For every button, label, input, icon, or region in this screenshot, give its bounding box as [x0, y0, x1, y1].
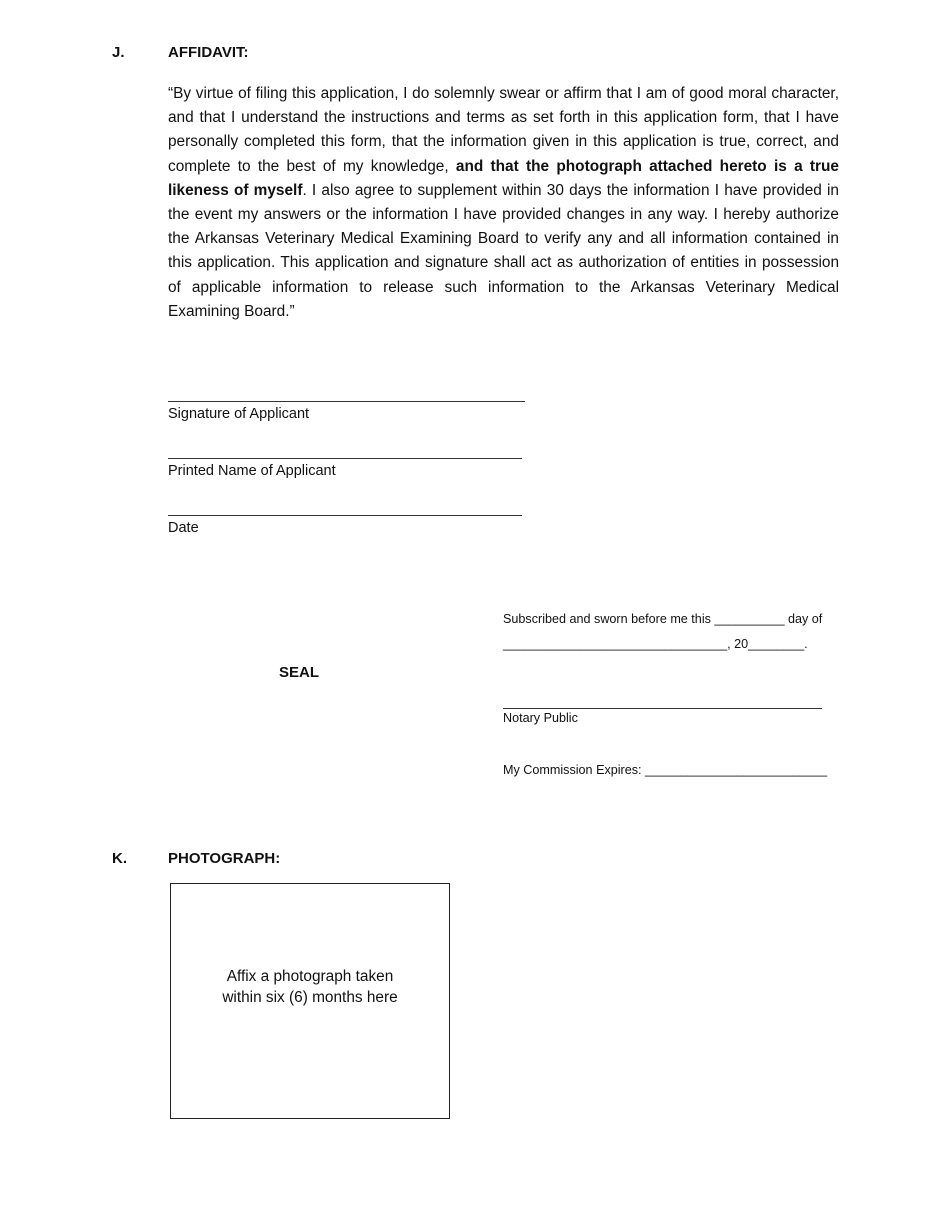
date-label: Date — [168, 520, 199, 536]
commission-expires: My Commission Expires: __________________________ — [503, 763, 828, 777]
affidavit-text-part1: “By virtue of filing this application, I do solemnly swear or affirm that I am of good moral character, and that I understand the instructions and terms as set forth in this application form, that I have personally completed this form, that the information given in this application is true, correct, and complete to the best of my knowledge, — [168, 85, 839, 175]
notary-sworn-line: Subscribed and sworn before me this __________ day of — [503, 612, 823, 626]
signature-line[interactable] — [168, 401, 525, 402]
photo-caption-line2: within six (6) months here — [222, 989, 398, 1006]
affidavit-paragraph — [168, 82, 839, 324]
date-line[interactable] — [168, 515, 522, 516]
signature-label: Signature of Applicant — [168, 406, 310, 422]
section-k-letter: K. — [112, 850, 127, 867]
notary-signature-line[interactable] — [503, 708, 822, 709]
affidavit-text-part2: . I also agree to supplement within 30 days the information I have provided in the event my answers or the information I have provided changes in any way. I hereby authorize the Arkansas Veterinary Medical Examining Board to verify any and all information contained in this application. This application and signature shall act as authorization of entities in possession of applicable information to release such information to the Arkansas Veterinary Medical Examining Board.” — [168, 181, 839, 320]
printed-name-label: Printed Name of Applicant — [168, 463, 336, 479]
affidavit-text-bold: and that the photograph attached hereto is a true likeness of myself — [168, 157, 839, 199]
section-k-title: PHOTOGRAPH: — [168, 850, 281, 867]
section-j-title: AFFIDAVIT: — [168, 44, 249, 61]
photo-caption — [171, 966, 449, 1008]
photograph-box[interactable] — [170, 883, 450, 1119]
notary-public-label: Notary Public — [503, 711, 578, 725]
photo-caption-line1: Affix a photograph taken — [226, 968, 394, 985]
notary-year-line: ________________________________, 20________. — [503, 637, 808, 651]
printed-name-line[interactable] — [168, 458, 522, 459]
seal-label: SEAL — [279, 664, 320, 681]
section-j-letter: J. — [112, 44, 125, 61]
